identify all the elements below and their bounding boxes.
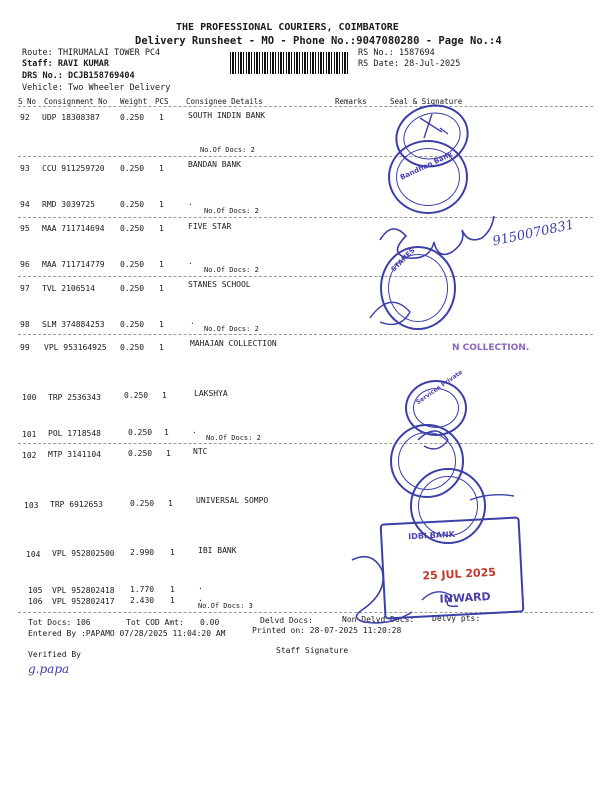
runsheet-subtitle: Delivery Runsheet - MO - Phone No.:9047080280 - Page No.:4 xyxy=(135,35,502,47)
row-pcs: 1 xyxy=(170,548,175,557)
row-consignment-no: RMD 3039725 xyxy=(42,200,95,209)
row-consignee: MAHAJAN COLLECTION xyxy=(190,339,277,348)
col-consignee: Consignee Details xyxy=(186,97,263,106)
row-consignee: LAKSHYA xyxy=(194,389,228,398)
staff-signature-label: Staff Signature xyxy=(276,646,349,655)
signature-five-star xyxy=(380,216,494,258)
col-sno: S No xyxy=(18,97,37,106)
col-seal-signature: Seal & Signature xyxy=(390,97,463,106)
row-docs: No.Of Docs: 3 xyxy=(198,602,253,610)
inward-label: INWARD xyxy=(439,590,491,606)
row-consignee: . xyxy=(192,426,197,435)
inward-date: 25 JUL 2025 xyxy=(422,565,497,583)
row-consignment-no: TRP 2536343 xyxy=(48,393,101,402)
mahajan-collection-stamp: N COLLECTION. xyxy=(452,343,530,353)
staff-label: Staff: RAVI KUMAR xyxy=(22,59,109,69)
row-sno: 99 xyxy=(20,343,30,352)
delivery-points: Delvy pts: xyxy=(432,614,481,623)
row-pcs: 1 xyxy=(159,224,164,233)
signature-south-indian xyxy=(420,114,448,138)
col-consignment: Consignment No xyxy=(44,97,108,106)
row-sno: 94 xyxy=(20,200,30,209)
row-consignment-no: POL 1718548 xyxy=(48,429,101,438)
verified-by-label: Verified By xyxy=(28,650,81,659)
delivered-docs: Delvd Docs: xyxy=(260,616,313,625)
signature-inward xyxy=(422,592,458,606)
row-consignment-no: TRP 6912653 xyxy=(50,500,103,509)
row-consignment-no: CCU 911259720 xyxy=(42,164,105,173)
row-sno: 96 xyxy=(20,260,30,269)
row-consignee: . xyxy=(198,582,203,591)
row-sno: 101 xyxy=(22,430,37,439)
row-weight: 2.990 xyxy=(130,548,155,557)
row-consignee: NTC xyxy=(193,447,208,456)
col-pcs: PCS xyxy=(155,97,169,106)
row-weight: 0.250 xyxy=(128,449,153,458)
row-sno: 102 xyxy=(22,451,37,460)
row-consignee: IBI BANK xyxy=(198,546,237,555)
row-sno: 105 xyxy=(28,586,43,595)
row-sno: 93 xyxy=(20,164,30,173)
entered-by: Entered By :PAPAMO 07/28/2025 11:04:20 AM xyxy=(28,629,226,638)
row-sno: 100 xyxy=(22,393,37,402)
row-weight: 1.770 xyxy=(130,585,155,594)
row-weight: 0.250 xyxy=(120,260,145,269)
verifier-signature: g.papa xyxy=(28,662,70,676)
row-pcs: 1 xyxy=(159,200,164,209)
total-docs: Tot Docs: 106 xyxy=(28,618,91,627)
total-cod-value: 0.00 xyxy=(200,618,220,627)
row-pcs: 1 xyxy=(164,428,169,437)
row-weight: 0.250 xyxy=(120,200,145,209)
col-weight: Weight xyxy=(120,97,148,106)
row-consignee: STANES SCHOOL xyxy=(188,280,251,289)
company-title: THE PROFESSIONAL COURIERS, COIMBATORE xyxy=(176,22,399,33)
row-docs: No.Of Docs: 2 xyxy=(204,325,259,333)
row-consignee: . xyxy=(188,198,193,207)
row-sno: 104 xyxy=(26,550,41,559)
signature-ntc xyxy=(418,431,448,449)
row-consignment-no: SLM 374884253 xyxy=(42,320,105,329)
row-consignment-no: MTP 3141104 xyxy=(48,450,101,459)
row-docs: No.Of Docs: 2 xyxy=(204,266,259,274)
row-consignment-no: VPL 953164925 xyxy=(44,343,107,352)
row-consignee: . xyxy=(188,257,193,266)
row-weight: 0.250 xyxy=(120,164,145,173)
row-weight: 0.250 xyxy=(120,113,145,122)
drs-label: DRS No.: DCJB158769404 xyxy=(22,71,135,81)
row-consignee: BANDAN BANK xyxy=(188,160,241,169)
row-pcs: 1 xyxy=(168,499,173,508)
row-consignment-no: TVL 2106514 xyxy=(42,284,95,293)
non-delivered-docs: Non Delvd Docs: xyxy=(342,615,415,624)
vehicle-label: Vehicle: Two Wheeler Delivery xyxy=(22,83,171,93)
row-weight: 2.430 xyxy=(130,596,155,605)
total-cod-label: Tot COD Amt: xyxy=(126,618,184,627)
row-weight: 0.250 xyxy=(120,343,145,352)
row-pcs: 1 xyxy=(159,260,164,269)
row-weight: 0.250 xyxy=(124,391,149,400)
row-pcs: 1 xyxy=(159,320,164,329)
row-pcs: 1 xyxy=(162,391,167,400)
signature-ibi xyxy=(352,557,412,623)
row-pcs: 1 xyxy=(170,596,175,605)
row-pcs: 1 xyxy=(159,164,164,173)
row-consignment-no: MAA 711714694 xyxy=(42,224,105,233)
courier-stamp-text: Services Private xyxy=(414,368,464,407)
rs-date: RS Date: 28-Jul-2025 xyxy=(358,59,461,69)
row-consignee: FIVE STAR xyxy=(188,222,232,231)
signature-sompo xyxy=(470,495,514,500)
row-sno: 103 xyxy=(24,501,39,510)
bandhan-stamp-text: Bandhan Bank xyxy=(398,150,454,182)
row-docs: No.Of Docs: 2 xyxy=(204,207,259,215)
phone-note: 9150070831 xyxy=(491,217,576,250)
printed-on: Printed on: 28-07-2025 11:20:28 xyxy=(252,626,402,635)
stanes-stamp-text: STANES xyxy=(389,246,417,274)
row-pcs: 1 xyxy=(170,585,175,594)
row-pcs: 1 xyxy=(159,343,164,352)
row-consignment-no: VPL 952802417 xyxy=(52,597,115,606)
row-weight: 0.250 xyxy=(128,428,153,437)
row-docs: No.Of Docs: 2 xyxy=(200,146,255,154)
row-consignment-no: UDP 18308387 xyxy=(42,113,100,122)
row-consignee: . xyxy=(198,594,203,603)
ibi-stamp-text: IDBI BANK xyxy=(408,529,456,542)
row-docs: No.Of Docs: 2 xyxy=(206,434,261,442)
row-weight: 0.250 xyxy=(130,499,155,508)
row-sno: 95 xyxy=(20,224,30,233)
row-consignment-no: VPL 952802500 xyxy=(52,549,115,558)
signature-stanes xyxy=(370,302,410,324)
row-sno: 98 xyxy=(20,320,30,329)
row-consignee: SOUTH INDIN BANK xyxy=(188,111,266,120)
row-weight: 0.250 xyxy=(120,224,145,233)
row-weight: 0.250 xyxy=(120,284,145,293)
row-consignment-no: VPL 952802418 xyxy=(52,586,115,595)
row-consignment-no: MAA 711714779 xyxy=(42,260,105,269)
row-pcs: 1 xyxy=(159,113,164,122)
row-sno: 92 xyxy=(20,113,30,122)
row-pcs: 1 xyxy=(159,284,164,293)
row-consignee: . xyxy=(190,317,195,326)
row-pcs: 1 xyxy=(166,449,171,458)
row-sno: 106 xyxy=(28,597,43,606)
route-label: Route: THIRUMALAI TOWER PC4 xyxy=(22,48,161,58)
row-weight: 0.250 xyxy=(120,320,145,329)
rs-number: RS No.: 1587694 xyxy=(358,48,435,58)
col-remarks: Remarks xyxy=(335,97,367,106)
row-sno: 97 xyxy=(20,284,30,293)
row-consignee: UNIVERSAL SOMPO xyxy=(196,496,269,505)
